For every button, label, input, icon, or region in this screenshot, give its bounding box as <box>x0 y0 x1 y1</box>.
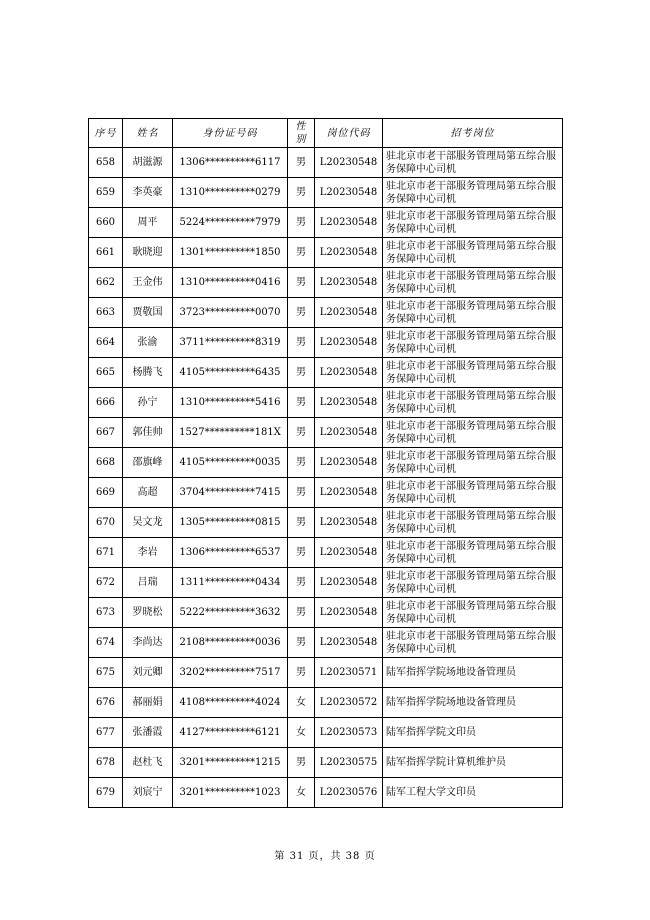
cell-job-code: L20230548 <box>315 328 383 358</box>
cell-seq-number: 668 <box>89 448 123 478</box>
cell-gender: 男 <box>288 598 315 628</box>
cell-job-title: 驻北京市老干部服务管理局第五综合服务保障中心司机 <box>383 148 563 178</box>
cell-id-number: 3201**********1215 <box>173 748 288 778</box>
cell-job-code: L20230548 <box>315 478 383 508</box>
cell-seq-number: 675 <box>89 658 123 688</box>
cell-seq-number: 664 <box>89 328 123 358</box>
cell-id-number: 3704**********7415 <box>173 478 288 508</box>
cell-gender: 男 <box>288 358 315 388</box>
cell-name: 杨腾飞 <box>123 358 173 388</box>
cell-seq-number: 662 <box>89 268 123 298</box>
cell-seq-number: 673 <box>89 598 123 628</box>
cell-job-code: L20230575 <box>315 748 383 778</box>
cell-job-code: L20230548 <box>315 448 383 478</box>
cell-id-number: 1305**********0815 <box>173 508 288 538</box>
cell-id-number: 3202**********7517 <box>173 658 288 688</box>
cell-job-code: L20230548 <box>315 298 383 328</box>
cell-job-title: 驻北京市老干部服务管理局第五综合服务保障中心司机 <box>383 298 563 328</box>
cell-id-number: 1306**********6117 <box>173 148 288 178</box>
cell-job-title: 驻北京市老干部服务管理局第五综合服务保障中心司机 <box>383 268 563 298</box>
header-job-code: 岗位代码 <box>315 119 383 148</box>
recruitment-roster-table <box>88 118 563 808</box>
cell-gender: 男 <box>288 268 315 298</box>
table-row <box>89 568 563 598</box>
table-row <box>89 178 563 208</box>
cell-id-number: 3723**********0070 <box>173 298 288 328</box>
cell-gender: 男 <box>288 238 315 268</box>
cell-job-code: L20230548 <box>315 568 383 598</box>
cell-job-code: L20230572 <box>315 688 383 718</box>
cell-job-title: 陆军指挥学院场地设备管理员 <box>383 658 563 688</box>
table-row <box>89 538 563 568</box>
cell-job-title: 驻北京市老干部服务管理局第五综合服务保障中心司机 <box>383 178 563 208</box>
cell-id-number: 5224**********7979 <box>173 208 288 238</box>
header-gender: 性别 <box>288 119 315 148</box>
cell-name: 郭佳帅 <box>123 418 173 448</box>
cell-name: 李尚达 <box>123 628 173 658</box>
table-header-row <box>89 119 563 148</box>
cell-job-code: L20230548 <box>315 628 383 658</box>
page-number-text: 第 31 页，共 38 页 <box>274 851 376 862</box>
cell-gender: 男 <box>288 298 315 328</box>
cell-seq-number: 674 <box>89 628 123 658</box>
table-row <box>89 148 563 178</box>
cell-gender: 男 <box>288 418 315 448</box>
cell-seq-number: 665 <box>89 358 123 388</box>
header-job-title: 招考岗位 <box>383 119 563 148</box>
cell-seq-number: 670 <box>89 508 123 538</box>
cell-job-title: 驻北京市老干部服务管理局第五综合服务保障中心司机 <box>383 388 563 418</box>
cell-gender: 男 <box>288 568 315 598</box>
table-row <box>89 718 563 748</box>
header-seq-number: 序号 <box>89 119 123 148</box>
cell-name: 高超 <box>123 478 173 508</box>
cell-job-title: 驻北京市老干部服务管理局第五综合服务保障中心司机 <box>383 538 563 568</box>
cell-job-code: L20230571 <box>315 658 383 688</box>
cell-name: 孙宁 <box>123 388 173 418</box>
cell-id-number: 1310**********0416 <box>173 268 288 298</box>
cell-job-code: L20230576 <box>315 778 383 808</box>
cell-id-number: 3201**********1023 <box>173 778 288 808</box>
table-row <box>89 268 563 298</box>
cell-gender: 男 <box>288 658 315 688</box>
cell-gender: 男 <box>288 328 315 358</box>
cell-seq-number: 671 <box>89 538 123 568</box>
cell-id-number: 1301**********1850 <box>173 238 288 268</box>
cell-id-number: 5222**********3632 <box>173 598 288 628</box>
cell-gender: 男 <box>288 448 315 478</box>
table-row <box>89 298 563 328</box>
cell-gender: 男 <box>288 178 315 208</box>
cell-gender: 女 <box>288 718 315 748</box>
cell-id-number: 1310**********0279 <box>173 178 288 208</box>
cell-id-number: 3711**********8319 <box>173 328 288 358</box>
table-row <box>89 448 563 478</box>
cell-name: 张渝 <box>123 328 173 358</box>
cell-id-number: 1306**********6537 <box>173 538 288 568</box>
cell-name: 周平 <box>123 208 173 238</box>
cell-name: 李英豪 <box>123 178 173 208</box>
cell-name: 刘宸宁 <box>123 778 173 808</box>
cell-id-number: 4105**********6435 <box>173 358 288 388</box>
table-row <box>89 388 563 418</box>
cell-job-code: L20230548 <box>315 358 383 388</box>
cell-name: 胡滋源 <box>123 148 173 178</box>
table-row <box>89 508 563 538</box>
cell-name: 邵旗峰 <box>123 448 173 478</box>
cell-seq-number: 672 <box>89 568 123 598</box>
table-row <box>89 628 563 658</box>
cell-job-code: L20230548 <box>315 148 383 178</box>
cell-job-title: 陆军工程大学文印员 <box>383 778 563 808</box>
header-id-number: 身份证号码 <box>173 119 288 148</box>
cell-job-code: L20230548 <box>315 418 383 448</box>
cell-job-title: 陆军指挥学院场地设备管理员 <box>383 688 563 718</box>
cell-job-title: 驻北京市老干部服务管理局第五综合服务保障中心司机 <box>383 568 563 598</box>
cell-job-code: L20230573 <box>315 718 383 748</box>
cell-job-title: 驻北京市老干部服务管理局第五综合服务保障中心司机 <box>383 358 563 388</box>
cell-gender: 女 <box>288 778 315 808</box>
cell-gender: 男 <box>288 538 315 568</box>
cell-id-number: 2108**********0036 <box>173 628 288 658</box>
cell-job-title: 驻北京市老干部服务管理局第五综合服务保障中心司机 <box>383 448 563 478</box>
cell-job-code: L20230548 <box>315 388 383 418</box>
cell-gender: 男 <box>288 208 315 238</box>
cell-seq-number: 661 <box>89 238 123 268</box>
cell-name: 吕瑞 <box>123 568 173 598</box>
table-row <box>89 208 563 238</box>
cell-name: 刘元卿 <box>123 658 173 688</box>
cell-gender: 男 <box>288 478 315 508</box>
cell-seq-number: 658 <box>89 148 123 178</box>
cell-seq-number: 669 <box>89 478 123 508</box>
table-row <box>89 748 563 778</box>
cell-seq-number: 660 <box>89 208 123 238</box>
table-row <box>89 598 563 628</box>
cell-gender: 男 <box>288 148 315 178</box>
cell-job-title: 驻北京市老干部服务管理局第五综合服务保障中心司机 <box>383 598 563 628</box>
cell-job-title: 驻北京市老干部服务管理局第五综合服务保障中心司机 <box>383 238 563 268</box>
table-row <box>89 328 563 358</box>
cell-job-code: L20230548 <box>315 598 383 628</box>
table-row <box>89 358 563 388</box>
table-row <box>89 478 563 508</box>
cell-seq-number: 676 <box>89 688 123 718</box>
cell-job-code: L20230548 <box>315 538 383 568</box>
cell-seq-number: 663 <box>89 298 123 328</box>
cell-seq-number: 666 <box>89 388 123 418</box>
cell-id-number: 4108**********4024 <box>173 688 288 718</box>
header-name: 姓名 <box>123 119 173 148</box>
cell-name: 李岩 <box>123 538 173 568</box>
table-row <box>89 238 563 268</box>
cell-gender: 女 <box>288 688 315 718</box>
cell-seq-number: 679 <box>89 778 123 808</box>
table-row <box>89 688 563 718</box>
cell-gender: 男 <box>288 748 315 778</box>
cell-job-code: L20230548 <box>315 508 383 538</box>
cell-job-title: 驻北京市老干部服务管理局第五综合服务保障中心司机 <box>383 418 563 448</box>
cell-job-title: 驻北京市老干部服务管理局第五综合服务保障中心司机 <box>383 508 563 538</box>
cell-name: 吴文龙 <box>123 508 173 538</box>
cell-seq-number: 678 <box>89 748 123 778</box>
cell-seq-number: 659 <box>89 178 123 208</box>
table-row <box>89 778 563 808</box>
cell-gender: 男 <box>288 628 315 658</box>
cell-name: 罗晓松 <box>123 598 173 628</box>
cell-job-code: L20230548 <box>315 208 383 238</box>
cell-name: 王金伟 <box>123 268 173 298</box>
page-footer <box>0 847 650 862</box>
cell-name: 张潘霞 <box>123 718 173 748</box>
cell-seq-number: 677 <box>89 718 123 748</box>
cell-id-number: 1527**********181X <box>173 418 288 448</box>
cell-id-number: 4105**********0035 <box>173 448 288 478</box>
cell-id-number: 4127**********6121 <box>173 718 288 748</box>
cell-name: 郝丽娟 <box>123 688 173 718</box>
cell-gender: 男 <box>288 508 315 538</box>
cell-name: 耿晓迎 <box>123 238 173 268</box>
cell-job-code: L20230548 <box>315 268 383 298</box>
cell-gender: 男 <box>288 388 315 418</box>
cell-id-number: 1310**********5416 <box>173 388 288 418</box>
cell-name: 赵杜飞 <box>123 748 173 778</box>
cell-job-title: 驻北京市老干部服务管理局第五综合服务保障中心司机 <box>383 208 563 238</box>
cell-job-title: 陆军指挥学院计算机维护员 <box>383 748 563 778</box>
cell-job-title: 陆军指挥学院文印员 <box>383 718 563 748</box>
cell-seq-number: 667 <box>89 418 123 448</box>
cell-job-code: L20230548 <box>315 238 383 268</box>
cell-job-title: 驻北京市老干部服务管理局第五综合服务保障中心司机 <box>383 328 563 358</box>
table-row <box>89 658 563 688</box>
cell-id-number: 1311**********0434 <box>173 568 288 598</box>
cell-job-title: 驻北京市老干部服务管理局第五综合服务保障中心司机 <box>383 478 563 508</box>
cell-job-title: 驻北京市老干部服务管理局第五综合服务保障中心司机 <box>383 628 563 658</box>
table-row <box>89 418 563 448</box>
cell-name: 贾敬国 <box>123 298 173 328</box>
cell-job-code: L20230548 <box>315 178 383 208</box>
